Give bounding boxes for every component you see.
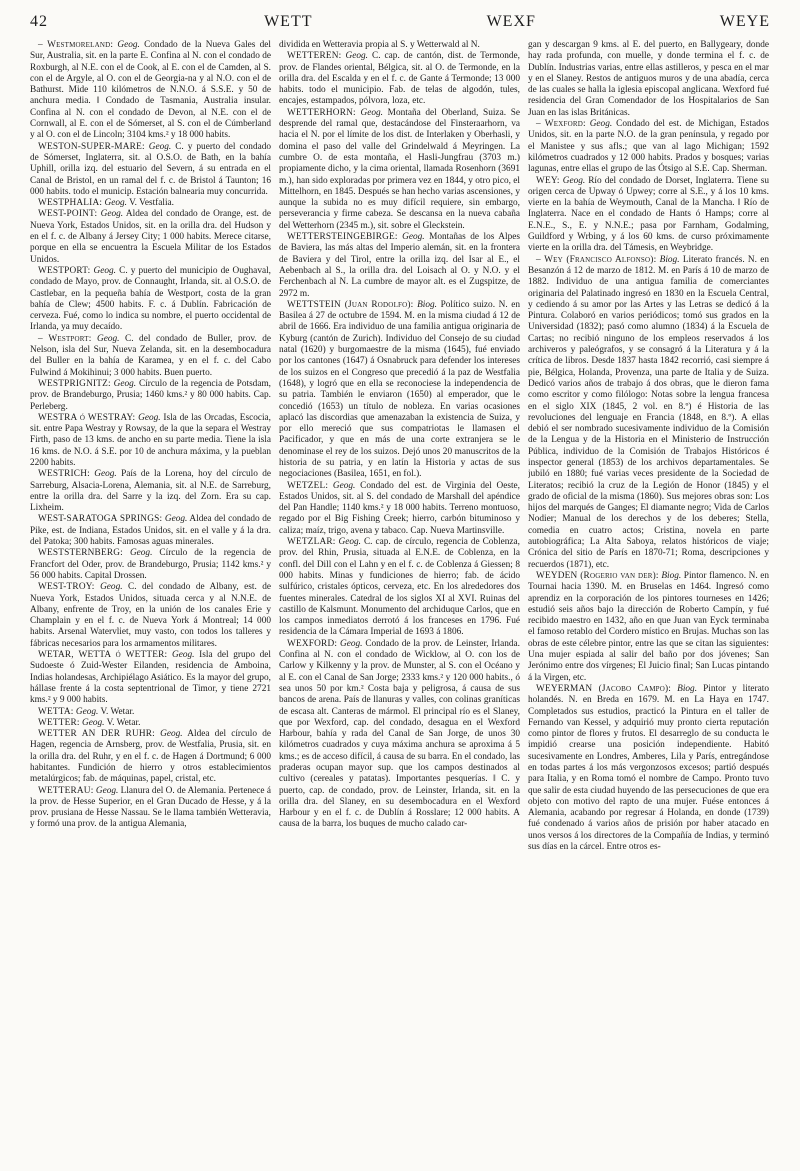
dictionary-entry [279, 481, 520, 537]
entry-headword: WESTPORT: [38, 265, 91, 276]
dictionary-entry [30, 142, 271, 198]
running-head-center: WEXF [486, 13, 536, 30]
dictionary-entry [30, 729, 271, 785]
entry-category: Geog. [100, 582, 123, 593]
entry-category: Geog. [75, 706, 99, 717]
column-left [30, 40, 271, 1165]
entry-category: Geog. [100, 209, 124, 220]
entry-text: Río del condado de Dorset, Inglaterra. Tiene su origen cerca de Upway ó Upwey; corre al S.E., y á los 10 kms. vierte en la bahía de Weymouth, Canal de la Mancha. ‖ Río de Inglaterra. Nace en el condado de Hants ó Hamps; corre al E.N.E., S., E. y N.N.E.; pasa por Farnham, Godalming, Guildford y Wrbing, y á los 60 kms. de curso próximamente vierte en la orilla dra. del Támesis, en Weybridge. [528, 175, 769, 254]
dictionary-entry [30, 582, 271, 650]
dictionary-entry [528, 176, 769, 255]
dictionary-entry [279, 51, 520, 107]
entry-headword: – Wexford: [536, 119, 586, 130]
dictionary-entry [30, 198, 271, 209]
entry-headword: WEY: [536, 175, 560, 186]
page-header [30, 8, 770, 36]
dictionary-entry [528, 571, 769, 684]
entry-headword: WETZEL: [287, 480, 329, 491]
dictionary-entry [30, 40, 271, 142]
entry-headword: WETTERSTEINGEBIRGE: [287, 232, 398, 243]
dictionary-entry [30, 548, 271, 582]
entry-text: Círculo de la regencia de Francfort del Oder, prov. de Brandeburgo, Prusia; 1142 kms.² y 56 000 habits. Capital Drossen. [30, 548, 271, 581]
entry-text: Condado de la Nueva Gales del Sur, Australia, sit. en la parte E. Confina al N. con el condado de Roxburgh, al N.E. con el de Cook, al E. con el de Camden, al S. con el de Argyle, al O. con el de Georgia-na y al N.O. con el de Bathurst. Mide 110 kilómetros de N.N.O. á S.S.E. y 50 de anchura media. ‖ Condado de Tasmania, Australia insular. Confina al N. con el condado de Devon, al N.E. con el de Cornwall, al E. con el de Sómerset, al S. con el de Cúmberland y al O. con el de Lincoln; 3104 kms.² y 18 000 habits. [30, 40, 271, 141]
entry-headword: WESTPRIGNITZ: [38, 378, 111, 389]
entry-text: dividida en Wetteravia propia al S. y Wetterwald al N. [279, 40, 480, 50]
dictionary-entry [528, 255, 769, 571]
entry-category: Geog. [129, 548, 153, 559]
dictionary-entry [279, 232, 520, 300]
entry-text: Círculo de la regencia de Potsdam, prov. de Brandeburgo, Prusia; 1460 kms.² y 80 000 habits. Cap. Perleberg. [30, 378, 271, 412]
entry-text: C. del condado de Albany, est. de Nueva York, Estados Unidos, situada cerca y al N.N.E. de Albany, enfrente de Troy, en la unión de los canales Erie y Champlain y en el f. c. de Nueva York á Montreal; 14 000 habits. Arsenal Watervliet, muy vasto, con todos los talleres y fábricas necesarios para los armamentos militares. [30, 582, 271, 649]
entry-headword: WETAR, WETTA ó WETTER: [38, 650, 168, 661]
running-head-left: WETT [264, 13, 313, 30]
entry-category: Biog. [659, 254, 680, 265]
entry-category: Biog. [417, 299, 437, 310]
entry-category: Geog. [148, 141, 172, 152]
entry-text: Isla del grupo del Sudoeste ó Zuid-Wester Eilanden, residencia de Amboina, Indias holandesas, Archipiélago Asiático. Es la mayor del grupo, hállase frente á la costa septentrional de Timor, y tiene 2721 kms.² y 9 000 habits. [30, 650, 271, 706]
entry-category: Geog. [345, 51, 368, 62]
entry-text: Político suizo. N. en Basilea á 27 de octubre de 1594. M. en la misma ciudad á 12 de abril de 1666. Era individuo de una familia antigua originaria de Kyburg (cantón de Zurich). Individuo del Consejo de su ciudad natal (1620) y burgomaestre de la misma (1645), fué enviado por los cantones (1647) á Osnabruck para defender los intereses de los suizos en el Congreso que precedió á la paz de Westfalia (1648), y logró que en ella se reconociese la independencia de su patria. También le enviaron (1650) al emperador, que le concedió (1653) un título de nobleza. En varias ocasiones aplacó las discordias que amenazaban la existencia de Suiza, y por ello mereció que sus compatriotas le llamasen el Pacificador, y que en más de una corte extranjera se le denominase el rey de los suizos. Dejó unos 20 manuscritos de la historia de su patria, y en latín la Historia y actas de sus negociaciones (Basilea, 1651, en fol.). [279, 299, 520, 480]
dictionary-entry [528, 40, 769, 119]
entry-headword: WEST-SARATOGA SPRINGS: [38, 514, 163, 525]
entry-category: Geog. [164, 514, 188, 525]
entry-headword: WESTPHALIA: [38, 198, 103, 209]
entry-headword: – Wey (Francisco Alfonso): [536, 254, 657, 265]
dictionary-entry [30, 266, 271, 334]
entry-text: C. cap. de cantón, dist. de Termonde, prov. de Flandes oriental, Bélgica, sit. al O. de Termonde, en la orilla dra. del Escalda y en el f. c. de Gante á Termonde; 13 000 habits. todo el municipio. Fab. de telas de algodón, tules, encajes, estampados, pólvora, loza, etc. [279, 51, 520, 107]
entry-headword: WEST-POINT: [38, 209, 98, 220]
dictionary-entry [30, 718, 271, 729]
entry-text: V. Vestfalia. [129, 198, 174, 209]
dictionary-entry [30, 469, 271, 514]
entry-category: Geog. [332, 480, 356, 491]
entry-headword: WESTRICH: [38, 469, 90, 480]
entry-text: C. y puerto del condado de Sómerset, Inglaterra, sit. al O.S.O. de Bath, en la bahía Uphill, orilla izq. del estuario del Severn, á su entrada en el Canal de Bristol, en un ramal del f. c. de Bristol á Taunton; 16 000 habits. todo el municip. Estación balnearia muy concurrida. [30, 141, 271, 197]
entry-text: Isla de las Orcadas, Escocia, sit. entre Papa Westray y Rowsay, de la que la separa el Westray Firth, paso de 13 kms. de ancho en su parte media. Tiene la isla 16 kms. de N.O. á S.E. por 10 de anchura máxima, y la pueblan 2200 habits. [30, 412, 271, 468]
entry-headword: WETTA: [38, 706, 74, 717]
entry-category: Geog. [138, 412, 161, 423]
entry-category: Geog. [93, 265, 117, 276]
entry-text: Condado del est. de Virginia del Oeste, Estados Unidos, sit. al S. del condado de Marshall del apéndice del Pan Handle; 1140 kms.² y 18 000 habits. Terreno montuoso, regado por el Big Fishing Creek; hierro, carbón bituminoso y caliza; maíz, trigo, avena y tabaco. Cap. Nueva Martinsville. [279, 480, 520, 536]
dictionary-entry [279, 40, 520, 51]
entry-category: Geog. [562, 175, 586, 186]
entry-headword: WESTRA ó WESTRAY: [38, 412, 136, 423]
dictionary-entry [528, 119, 769, 175]
entry-category: Geog. [95, 785, 119, 796]
dictionary-entry [30, 379, 271, 413]
dictionary-entry [30, 209, 271, 265]
entry-text: Pintor y literato holandés. N. en Breda en 1679. M. en La Haya en 1747. Completados sus estudios, practicó la Pintura en el taller de Fernando van Kessel, y adquirió muy pronto cierta reputación como pintor de flores y frutos. El desarreglo de su conducta le impidió crearse una posición independiente. Habitó sucesivamente en Londres, Amberes, Lila y París, entregándose en todas partes á los más vergonzosos excesos; partió después para Italia, y en Roma tomó el nombre de Campo. Pronto tuvo que salir de esta ciudad huyendo de las persecuciones de que era objeto con motivo del rapto de una mujer. Fuése entonces á Alemania, acabando por regresar á Holanda, en donde (1739) fué condenado á varios años de prisión por haber atacado en unos versos á los directores de la Compañía de Indias, y terminó sus días en la cárcel. Entre otros es- [528, 683, 769, 853]
entry-headword: WEYDEN (Rogerio van der): [536, 570, 659, 581]
entry-headword: WESTSTERNBERG: [38, 548, 123, 559]
entry-text: gan y descargan 9 kms. al E. del puerto, en Ballygeary, donde hay rada profunda, con muelle, y donde termina el f. c. de Dublín. Industrias varias, entre ellas astilleros, y pesca en el mar y en el Slaney. Restos de antiguos muros y de una abadía, cerca de las cuales se halla la iglesia episcopal anglicana. Wexford fué residencia del Gran Comendador de los Hospitalarios de San Juan en las islas Británicas. [528, 40, 769, 118]
entry-category: Geog. [97, 333, 120, 344]
entry-category: Geog. [160, 729, 183, 740]
entry-headword: WETTEREN: [287, 51, 342, 62]
dictionary-entry [30, 413, 271, 469]
entry-category: Geog. [338, 537, 362, 548]
entry-text: Aldea del círculo de Hagen, regencia de Arnsberg, prov. de Westfalia, Prusia, sit. en la orilla dra. del Ruhr, y en el f. c. de Hagen á Dortmund; 6 000 habitantes. Fundición de hierro y otros establecimientos metalúrgicos; fab. de máquinas, papel, cristal, etc. [30, 729, 271, 785]
entry-text: C. y puerto del municipio de Oughaval, condado de Mayo, prov. de Connaught, Irlanda, sit. al O.S.O. de Castlebar, en la pequeña bahía de Westport, costa de la gran bahía de Clew; 4500 habits. F. c. á Dublín. Fabricación de cerveza. Fué, como lo indica su nombre, el puerto occidental de Irlanda, ya muy decaído. [30, 265, 271, 333]
entry-headword: – Westmoreland: [38, 40, 114, 50]
entry-text: Llanura del O. de Alemania. Pertenece á la prov. de Hesse Superior, en el Gran Ducado de Hesse, y á la prov. prusiana de Hesse Nassau. Se le llama también Wetteravia, y formó una prov. de la antigua Alemania, [30, 785, 271, 830]
dictionary-entry [30, 514, 271, 548]
entry-text: V. Wetar. [100, 706, 135, 717]
entry-text: C. cap. de círculo, regencia de Coblenza, prov. del Rhin, Prusia, situada al E.N.E. de Coblenza, en la confl. del Dill con el Lahn y en el f. c. de Coblenza á Giessen; 8 000 habits. Minas y fundiciones de hierro; fab. de ácido sulfúrico, cristales ópticos, cerveza, etc. En los alrededores dos fuentes minerales. Catedral de los siglos XI al XVI. Ruinas del castillo de Kalsmunt. Monumento del archiduque Carlos, que en los campos inmediatos derrotó á los franceses en 1796. Fué residencia de la Cámara Imperial de 1693 á 1806. [279, 537, 520, 638]
entry-category: Geog. [402, 232, 425, 243]
entry-category: Geog. [94, 469, 117, 480]
entry-category: Geog. [340, 638, 363, 649]
dictionary-entry [279, 300, 520, 481]
entry-text: Montañas de los Alpes de Baviera, las más altas del Imperio alemán, sit. en la frontera de Baviera y del Tirol, entre la orilla izq. del Isar al E., el Aebenbach al S., la orilla dra. del Loisach al O. y N.O. y el Ferchenbach al N. La cumbre de mayor alt. es el Zugspitze, de 2972 m. [279, 232, 520, 299]
entry-headword: WEYERMAN (Jacobo Campo): [536, 683, 672, 694]
entry-category: Biog. [661, 570, 682, 581]
entry-headword: WETTSTEIN (Juan Rodolfo): [287, 299, 414, 310]
entry-text: Pintor flamenco. N. en Tournai hacia 1390. M. en Bruselas en 1464. Ingresó como aprendiz en la corporación de los pintores tourneses en 1426; estudió seis años bajo la dirección de Roberto Campín, y fué recibido maestro en 1432, año en que Juan van Eyck terminaba el famoso retablo del Cordero místico en Brujas. Muchas son las obras de este célebre pintor, entre las que se citan las siguientes: Una mujer espiada al salir del baño por dos jóvenes; San Jerónimo entre dos vírgenes; El Juicio final; San Lucas pintando á la Virgen, etc. [528, 570, 769, 683]
entry-category: Geog. [82, 717, 105, 728]
entry-category: Geog. [360, 107, 383, 118]
text-columns [30, 40, 770, 1165]
entry-headword: WESTON-SUPER-MARE: [38, 141, 145, 152]
entry-headword: WEXFORD: [287, 638, 338, 649]
entry-headword: – Westport: [38, 333, 92, 344]
entry-text: Condado del est. de Michigan, Estados Unidos, sit. en la parte N.O. de la gran península, y regado por el Manistee y sus afls.; que van al lago Michigan; 1592 kilómetros cuadrados y 12 000 habits. Prados y bosques; varias lagunas, entre ellas el grupo de las Ótsigo al S.E. Cap. Sherman. [528, 119, 769, 175]
dictionary-entry [528, 684, 769, 853]
entry-headword: WETZLAR: [287, 537, 336, 548]
entry-text: Montaña del Oberland, Suiza. Se desprende del ramal que, destacándose del Finsteraarhorn, va hacia el N. por el límite de los dist. de Interlaken y Oberhasli, y domina el paso del valle del Grindelwald á Meyringen. La cumbre O. de esta montaña, el Hasli-Jungfrau (3703 m.) propiamente dicho, y la cima oriental, llamada Rosenhorn (3691 m.), han sido exploradas por primera vez en 1844, y otro pico, el Mittelhorn, en 1845. Después se han hecho varias ascensiones, y aunque la subida no es muy difícil requiere, sin embargo, perseverancia y firme cabeza. Se descansa en la nueva cabaña del Wetterhorn (2345 m.), sit. sobre el Gleckstein. [279, 107, 520, 231]
dictionary-entry [279, 108, 520, 232]
entry-text: Aldea del condado de Orange, est. de Nueva York, Estados Unidos, sit. en la orilla dra. del Hudson y en el f. c. de Albany á Jersey City; 1 000 habits. Merece citarse, porque en ella se encuentra la Escuela Militar de los Estados Unidos. [30, 209, 271, 265]
dictionary-entry [30, 650, 271, 706]
entry-text: País de la Lorena, hoy del círculo de Sarreburg, Alsacia-Lorena, Alemania, sit. al N.E. de Sarreburg, entre la orilla dra. del Sarre y la izq. del Zorn. Era su cap. Lixheim. [30, 469, 271, 514]
entry-headword: WETTERAU: [38, 785, 94, 796]
dictionary-entry [279, 537, 520, 639]
entry-category: Biog. [677, 683, 698, 694]
dictionary-entry [30, 334, 271, 379]
entry-text: Condado de la prov. de Leinster, Irlanda. Confina al N. con el condado de Wicklow, al O. con los de Carlow y Kilkenny y la prov. de Munster, al S. con el Océano y al E. con el Canal de San Jorge; 2333 kms.² y 120 000 habits., ó sea unos 50 por km.² Costa baja y peligrosa, á causa de sus bancos de arena. País de llanuras y valles, con colinas graníticas de escasa alt. Canteras de mármol. El principal río es el Slaney, que por Wexford, cap. del condado, desagua en el Wexford Harbour, bahía y rada del Canal de San Jorge, de unos 30 kilómetros cuadrados y cuya máxima anchura se aproxima á 5 kms.; es de acceso difícil, á causa de su barra. En el condado, las praderas ocupan mayor sup. que los campos destinados al cultivo (cereales y patatas). Importantes pesquerías. ‖ C. y puerto, cap. de condado, prov. de Leinster, Irlanda, sit. en la orilla dra. del Slaney, en su desembocadura en el Wexford Harbour y en el f. c. de Dublín á Rosslare; 12 000 habits. A causa de la barra, los buques de mucho calado car- [279, 638, 520, 830]
entry-text: C. del condado de Buller, prov. de Nelson, isla del Sur, Nueva Zelanda, sit. en la desembocadura del Buller en la bahía de Karamea, y en el f. c. del Cabo Fulwind á Mokihinui; 3 000 habits. Buen puerto. [30, 333, 271, 378]
running-head-right: WEYE [719, 13, 770, 30]
entry-headword: WETTERHORN: [287, 107, 356, 118]
entry-category: Geog. [113, 378, 137, 389]
entry-headword: WETTER: [38, 717, 80, 728]
dictionary-entry [30, 707, 271, 718]
page-number: 42 [30, 13, 48, 30]
entry-headword: WEST-TROY: [38, 582, 95, 593]
entry-text: Aldea del condado de Pike, est. de Indiana, Estados Unidos, sit. en el valle y á la dra. del Patoka; 300 habits. Famosas aguas minerales. [30, 514, 271, 548]
column-middle [279, 40, 520, 1165]
dictionary-entry [279, 639, 520, 831]
column-right [528, 40, 769, 1165]
entry-category: Geog. [172, 650, 195, 661]
entry-category: Geog. [117, 40, 140, 50]
entry-text: V. Wetar. [106, 717, 141, 728]
dictionary-entry [30, 786, 271, 831]
entry-category: Geog. [589, 119, 613, 130]
entry-text: Literato francés. N. en Besanzón á 12 de marzo de 1812. M. en París á 10 de marzo de 1882. Individuo de una antigua familia de comerciantes originaria del Palatinado ingresó en 1830 en la Escuela Central, y cediendo á su amor por las Artes y las Letras se dedicó á la Pintura. Colaboró en varios periódicos; tomó sus grados en la Universidad (1832); pasó como alumno (1834) á la Escuela de Cartas; no recibió ninguno de los empleos reservados á los archiveros y paleógrafos, y se consagró á la Literatura y á la crítica de libros. Desde 1837 hasta 1842 recorrió, casi siempre á pie, Bélgica, Holanda, Provenza, una parte de Italia y de Suiza. Dedicó varios años de trabajo á dos obras, que le dieron fama como escritor y como filólogo: Notas sobre la lengua francesa en el siglo XIX (1845, 2 vol. en 8.º) é Historia de las revoluciones del lenguaje en Francia (1848, en 8.º). A ellas debió el ser nombrado sucesivamente individuo de la Comisión de la Lengua y de la Historia en el Ministerio de Instrucción Pública, individuo de la Comisión de Trabajos Históricos é inspector general (1853) de los archivos departamentales. Se jubiló en 1880; fué varias veces presidente de la Sociedad de Literatos; recibió la cruz de la Legión de Honor (1845) y el grado de oficial de la misma (1860). Sus mejores obras son: Los hijos del marqués de Ganges; El diamante negro; Vida de Carlos Nodier; Manual de los derechos y de los deberes; Stella, comedia en cuatro actos; Cristina, novela en parte autobiográfica; La Alta Saboya, relatos históricos de viaje; Crónica del sitio de París en 1870-71; Roma, descripciones y recuerdos (1871), etc. [528, 254, 769, 570]
entry-category: Geog. [104, 198, 127, 209]
entry-headword: WETTER AN DER RUHR: [38, 729, 155, 740]
